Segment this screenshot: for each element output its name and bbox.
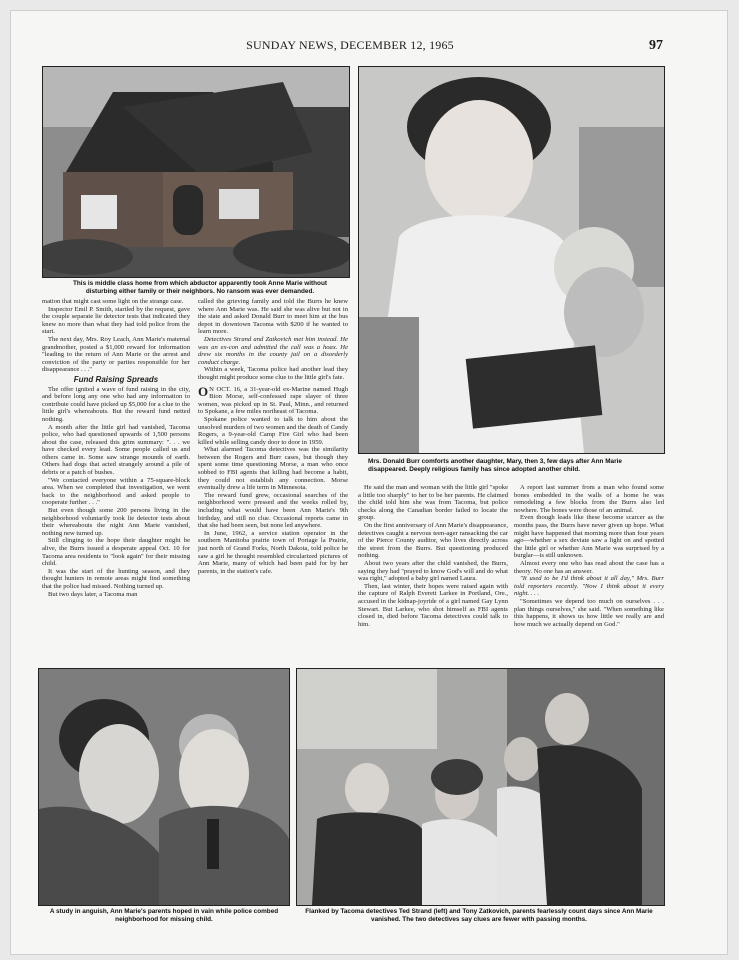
article-paragraph: What alarmed Tacoma detectives was the similarity between the Rogers and Burr cases, but though they spent some time questioning Morse, a man who once sobbed to FBI agents that killing had become a habit, they could not establish any connection. Morse eventually drew a life term in Minnesota. bbox=[198, 446, 348, 492]
article-paragraph: "Sometimes we depend too much on ourselves . . . plan things ourselves," she said. "When something like this happens, it shows us how little we really are and how much we actually depend on God." bbox=[514, 597, 664, 628]
article-paragraph: Then, last winter, their hopes were raised again with the capture of Ralph Everett Larkee in Portland, Ore., accused in the kidnap-joyride of a girl named Gay Lynn Stewart. But Larkee, who shot himself as FBI agents closed in, died before Tacoma detectives could talk to him. bbox=[358, 582, 508, 628]
article-paragraph: The reward fund grew, occasional searches of the neighborhood were pressed and the weeks rolled by, including what would have been Ann Marie's 9th birthday, and still no clue. Occasional reports came in that she had been seen, but none led anywhere. bbox=[198, 491, 348, 530]
house-caption: This is middle class home from which abductor apparently took Anne Marie without disturbing either family or their neighbors. No ransom was ever demanded. bbox=[72, 280, 327, 296]
article-paragraph: Almost every one who has read about the case has a theory. No one has an answer. bbox=[514, 559, 664, 575]
article-paragraph: He said the man and woman with the little girl "spoke a little too sharply" to her to be her parents. He claimed the child told him she was from Tacoma, but police checks along the Canadian border failed to locate the group. bbox=[358, 484, 508, 522]
dropcap-paragraph bbox=[198, 383, 348, 416]
article-column-4 bbox=[514, 484, 664, 628]
article-paragraph: N OCT. 16, a 31-year-old ex-Marine named Hugh Bion Morse, self-confessed rape slayer of three women, was picked up in St. Paul, Minn., and returned to Spokane, a few miles northeast of Tacoma. bbox=[198, 385, 348, 416]
masthead: SUNDAY NEWS, DECEMBER 12, 1965 bbox=[246, 38, 454, 52]
detectives-photo bbox=[296, 668, 665, 906]
article-paragraph: called the grieving family and told the Burrs he knew where Ann Marie was. He said she was alive but not in the state and asked Donald Burr to meet him at the bus depot in downtown Tacoma with $200 if he wanted to learn more. bbox=[198, 298, 348, 336]
article-paragraph: Even though leads like these become scarcer as the months pass, the Burrs have never given up hope. What might have happened that morning more than four years ago—whether a sex deviate saw a light on and spotted the little girl or whether Ann Marie was surprised by a burglar—is still unknown. bbox=[514, 514, 664, 560]
page-number: 97 bbox=[649, 38, 663, 53]
article-paragraph: Inspector Emil P. Smith, startled by the request, gave the couple separate lie detector tests that indicated they knew no more than what they had told police from the start. bbox=[42, 305, 190, 336]
article-paragraph: Within a week, Tacoma police had another lead they thought might produce some clue to the little girl's fate. bbox=[198, 366, 348, 381]
subhead: Fund Raising Spreads bbox=[73, 374, 159, 384]
article-paragraph: "It used to be I'd think about it all day," Mrs. Burr told reporters recently. "Now I think about it every night. . . . bbox=[514, 575, 664, 598]
mother-image bbox=[359, 67, 664, 453]
article-paragraph: On the first anniversary of Ann Marie's disappearance, detectives caught a nervous teen-ager ransacking the car of the Pierce County auditor, who lives directly across the street from the Burrs. But questioning produced nothing. bbox=[358, 521, 509, 560]
article-paragraph: A month after the little girl had vanished, Tacoma police, who had questioned upwards of 1,500 persons about the case, released this grim summary: ". . . we have checked every lead. Some people called us and others came in. Some saw strange mounds of earth. Others had dogs that acted strangely around a pile of debris or a patch of bushes. bbox=[42, 423, 190, 477]
mother-caption: Mrs. Donald Burr comforts another daughter, Mary, then 3, few days after Ann Marie disappeared. Deeply religious family has since adopted another child. bbox=[368, 458, 622, 474]
article-paragraph: It was the start of the hunting season, and they thought hunters in remote areas might find something that the police had missed. Nothing turned up. bbox=[42, 567, 190, 590]
article-paragraph: The offer ignited a wave of fund raising in the city, and before long any one who had any information to contribute could have picked up $5,000 for a clue to the little girl's whereabouts. But the reward fund netted nothing. bbox=[42, 385, 190, 423]
article-paragraph: The next day, Mrs. Roy Leach, Ann Marie's maternal grandmother, posted a $1,000 reward for information "leading to the return of Ann Marie or the arrest and conviction of the party or parties responsible for her disappearance . . ." bbox=[42, 335, 190, 374]
detectives-image bbox=[297, 669, 664, 905]
article-paragraph: Still clinging to the hope their daughter might be alive, the Burrs issued a desperate appeal Oct. 10 for Tacoma area residents to "look again" for their missing child. bbox=[42, 537, 190, 568]
article-paragraph: But two days later, a Tacoma man bbox=[48, 590, 138, 598]
article-paragraph: "We contacted everyone within a 75-square-block area. When we completed that investigation, we went back to the neighborhood and asked people to cooperate further . . ." bbox=[42, 476, 190, 507]
article-paragraph: But even though some 200 persons living in the neighborhood voluntarily took lie detector tests about their whereabouts the night Ann Marie vanished, nothing new turned up. bbox=[42, 507, 190, 537]
parents-caption: A study in anguish, Ann Marie's parents hoped in vain while police combed neighborhood for missing child. bbox=[49, 908, 279, 924]
article-paragraph: Detectives Strand and Zatkovich met him instead. He was an ex-con and admitted the call was a hoax. He drew six months in the county jail on a disorderly conduct charge. bbox=[198, 335, 348, 366]
article-column-1 bbox=[42, 298, 190, 598]
parents-image bbox=[39, 669, 289, 905]
article-paragraph: A report last summer from a man who found some bones embedded in the walls of a home he was remodeling a few blocks from the Burrs also led nowhere. The bones were those of an animal. bbox=[514, 484, 664, 514]
detectives-caption: Flanked by Tacoma detectives Ted Strand (left) and Tony Zatkovich, parents fearlessly count days since Ann Marie vanished. The two detectives say clues are fewer with passing months. bbox=[305, 908, 653, 924]
article-paragraph: In June, 1962, a service station operator in the southern Manitoba prairie town of Portage la Prairie, just north of Grand Forks, North Dakota, told police he saw a girl he thought resembled circularized pictures of Ann Marie, many of which had been paid for by her parents, in the station's cafe. bbox=[198, 529, 348, 575]
mother-photo bbox=[358, 66, 665, 454]
article-column-3 bbox=[358, 484, 508, 628]
article-paragraph: Spokane police wanted to talk to him about the unsolved murders of two women and the death of Candy Rogers, a 9-year-old Camp Fire Girl who had been killed while selling candy door to door in 1959. bbox=[198, 415, 348, 446]
article-paragraph: About two years after the child vanished, the Burrs, saying they had "prayed to know God's will and do what was right," adopted a baby girl named Laura. bbox=[358, 559, 508, 583]
article-column-2 bbox=[198, 298, 348, 575]
house-image bbox=[43, 67, 349, 277]
article-paragraph: mation that might cast some light on the strange case. bbox=[42, 298, 184, 305]
dropcap: O bbox=[198, 383, 209, 399]
house-photo bbox=[42, 66, 350, 278]
parents-anguish-photo bbox=[38, 668, 290, 906]
